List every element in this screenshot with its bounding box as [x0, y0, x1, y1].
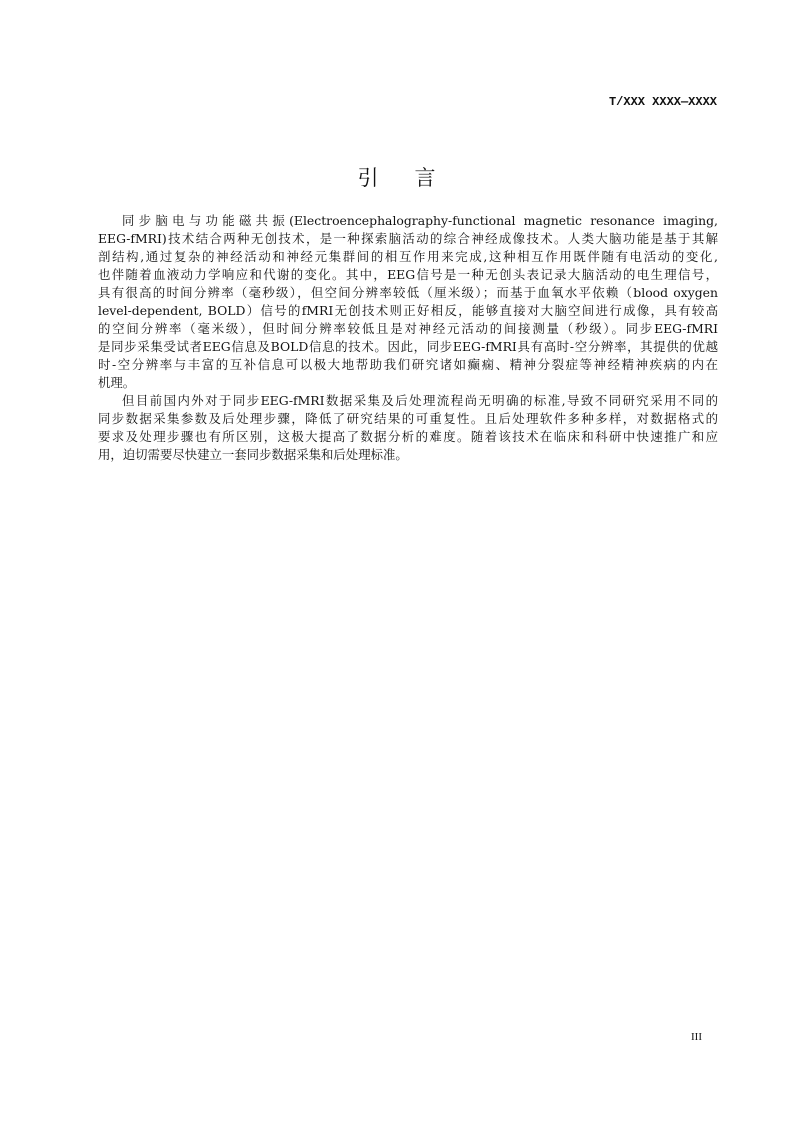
page-number: III	[691, 1031, 702, 1043]
document-number: T/XXX XXXX—XXXX	[608, 95, 717, 109]
text-line: 剖结构,通过复杂的神经活动和神经元集群间的相互作用来完成,这种相互作用既伴随有电活动的变化,	[98, 249, 718, 264]
text-line: 的空间分辨率（毫米级），但时间分辨率较低且是对神经元活动的间接测量（秒级）。同步EEG-fMRI	[98, 321, 718, 336]
text-line: 也伴随着血液动力学响应和代谢的变化。其中，EEG信号是一种无创头表记录大脑活动的电生理信号，	[98, 267, 718, 282]
text-line: level-dependent, BOLD）信号的fMRI无创技术则正好相反，能够直接对大脑空间进行成像，具有较高	[98, 303, 718, 318]
page-title	[0, 162, 793, 192]
text-line: 同步脑电与功能磁共振(Electroencephalography-functional magnetic resonance imaging,	[122, 213, 718, 228]
text-line: 要求及处理步骤也有所区别，这极大提高了数据分析的难度。随着该技术在临床和科研中快速推广和应	[98, 429, 718, 444]
text-line: 同步数据采集参数及后处理步骤，降低了研究结果的可重复性。且后处理软件多种多样，对数据格式的	[98, 411, 718, 426]
title-char: 言	[414, 166, 436, 190]
paragraph	[98, 212, 718, 392]
text-line: 用，迫切需要尽快建立一套同步数据采集和后处理标准。	[98, 447, 408, 462]
paragraph	[98, 392, 718, 464]
text-line: 时-空分辨率与丰富的互补信息可以极大地帮助我们研究诸如癫痫、精神分裂症等神经精神疾病的内在	[98, 357, 718, 372]
document-body	[98, 212, 718, 464]
text-line: 是同步采集受试者EEG信息及BOLD信息的技术。因此，同步EEG-fMRI具有高时-空分辨率，其提供的优越	[98, 339, 718, 354]
text-line: EEG-fMRI)技术结合两种无创技术，是一种探索脑活动的综合神经成像技术。人类大脑功能是基于其解	[98, 231, 718, 246]
text-line: 但目前国内外对于同步EEG-fMRI数据采集及后处理流程尚无明确的标准,导致不同研究采用不同的	[122, 393, 718, 408]
text-line: 具有很高的时间分辨率（毫秒级），但空间分辨率较低（厘米级）；而基于血氧水平依赖（blood oxygen	[98, 285, 718, 300]
title-char: 引	[357, 166, 379, 190]
text-line: 机理。	[98, 375, 136, 390]
